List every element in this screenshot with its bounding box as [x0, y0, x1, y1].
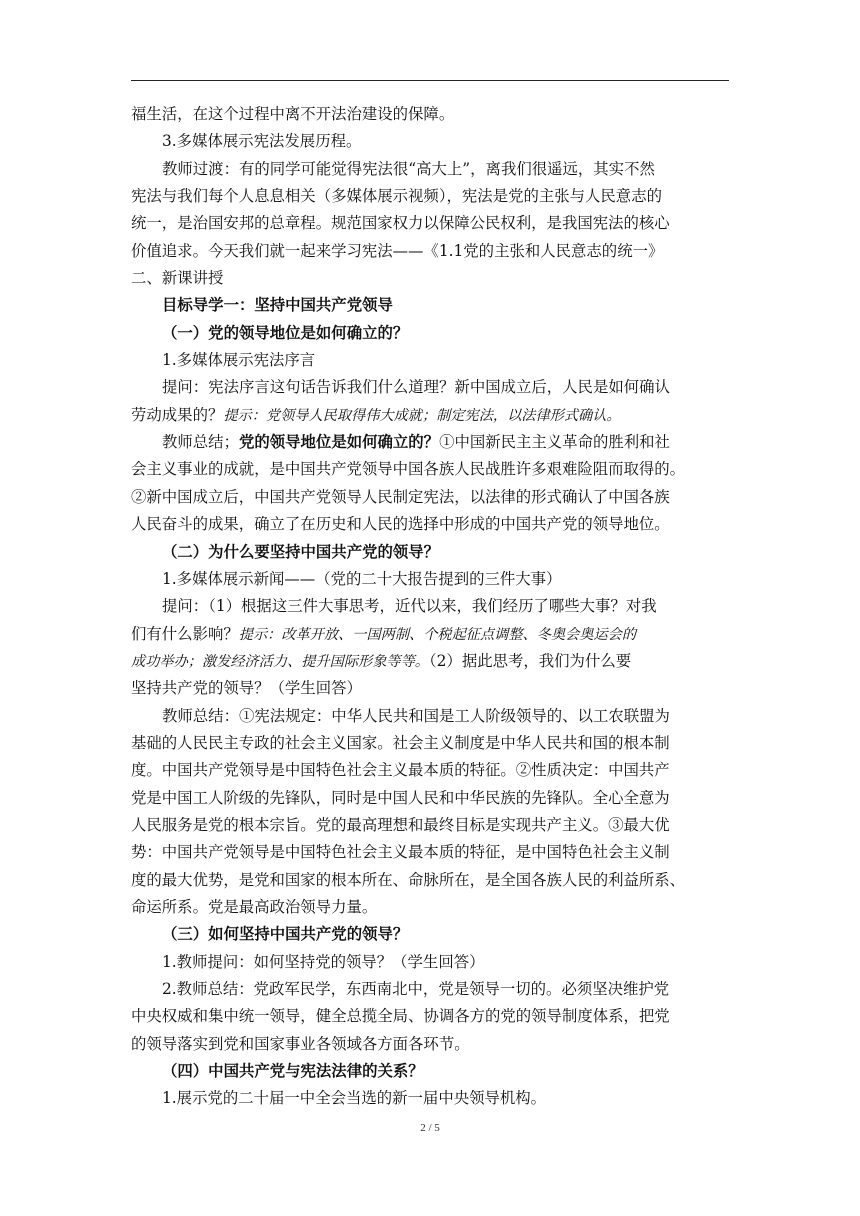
text-line — [131, 839, 731, 866]
body-text: 们有什么影响？ — [131, 624, 239, 643]
body-text: ①中国新民主主义革命的胜利和社 — [439, 433, 670, 452]
text-line — [131, 894, 731, 921]
text-line — [131, 292, 731, 319]
text-line — [131, 730, 731, 757]
text-line — [131, 183, 731, 210]
text-line — [131, 265, 731, 292]
body-text: 会主义事业的成就，是中国共产党领导中国各族人民战胜许多艰难险阻而取得的。 — [131, 460, 686, 479]
heading-text: （二）为什么要坚持中国共产党的领导？ — [162, 542, 440, 561]
body-text: 教师总结：①宪法规定：中华人民共和国是工人阶级领导的、以工农联盟为 — [162, 706, 670, 725]
text-line — [131, 101, 731, 128]
page-number: 2 / 5 — [420, 1122, 440, 1134]
text-line — [131, 921, 731, 948]
body-text: 教师过渡：有的同学可能觉得宪法很“高大上”，离我们很遥远，其实不然 — [162, 159, 655, 178]
heading-text: （四）中国共产党与宪法法律的关系？ — [162, 1062, 424, 1081]
body-text: 教师总结； — [162, 433, 239, 452]
body-text: 二、新课讲授 — [131, 269, 224, 288]
text-line — [131, 1085, 731, 1112]
body-text: 提问：（1）根据这三件大事思考，近代以来，我们经历了哪些大事？对我 — [162, 597, 657, 616]
heading-text: 目标导学一：坚持中国共产党领导 — [162, 296, 393, 315]
body-text: 统一，是治国安邦的总章程。规范国家权力以保障公民权利，是我国宪法的核心 — [131, 214, 670, 233]
body-text: 人民服务是党的根本宗旨。党的最高理想和最终目标是实现共产主义。③最大优 — [131, 815, 670, 834]
text-line — [131, 210, 731, 237]
body-text: 的领导落实到党和国家事业各领域各方面各环节。 — [131, 1034, 470, 1053]
body-text: 人民奋斗的成果，确立了在历史和人民的选择中形成的中国共产党的领导地位。 — [131, 515, 670, 534]
text-line — [131, 1031, 731, 1058]
text-line — [131, 675, 731, 702]
text-line — [131, 785, 731, 812]
text-line — [131, 156, 731, 183]
text-line — [131, 703, 731, 730]
text-line — [131, 128, 731, 155]
hint-text: 提示：改革开放、一国两制、个税起征点调整、冬奥会奥运会的 — [238, 626, 637, 643]
text-line — [131, 648, 731, 675]
body-text: 势：中国共产党领导是中国特色社会主义最本质的特征，是中国特色社会主义制 — [131, 843, 670, 862]
body-text: 命运所系。党是最高政治领导力量。 — [131, 897, 378, 916]
hint-text: 成功举办；激发经济活力、提升国际形象等等。 — [131, 653, 429, 670]
text-line — [131, 320, 731, 347]
body-text: 2.教师总结：党政军民学，东西南北中，党是领导一切的。必须坚决维护党 — [162, 980, 670, 998]
body-text: 福生活，在这个过程中离不开法治建设的保障。 — [131, 105, 455, 123]
body-text: 坚持共产党的领导？（学生回答） — [131, 679, 362, 698]
text-line — [131, 867, 731, 894]
header-rule — [131, 80, 729, 81]
text-line — [131, 566, 731, 593]
body-text: （2）据此思考，我们为什么要 — [428, 651, 632, 670]
text-line — [131, 539, 731, 566]
body-text: 党是中国工人阶级的先锋队，同时是中国人民和中华民族的先锋队。全心全意为 — [131, 788, 670, 807]
hint-text: 提示：党领导人民取得伟大成就；制定宪法，以法律形式确认。 — [223, 407, 621, 424]
text-line — [131, 238, 731, 265]
body-text: 1.教师提问：如何坚持党的领导？（学生回答） — [162, 952, 485, 971]
body-text: 1.多媒体展示宪法序言 — [162, 351, 316, 370]
body-text: 3.多媒体展示宪法发展历程。 — [162, 132, 362, 151]
text-line — [131, 1003, 731, 1030]
heading-text: （三）如何坚持中国共产党的领导？ — [162, 925, 409, 944]
text-line — [131, 621, 731, 648]
text-line — [131, 593, 731, 620]
body-text: 劳动成果的？ — [131, 405, 224, 424]
body-text: 度。中国共产党领导是中国特色社会主义最本质的特征。②性质决定：中国共产 — [131, 761, 670, 780]
text-line — [131, 374, 731, 401]
body-text: 1.多媒体展示新闻——（党的二十大报告提到的三件大事） — [162, 569, 562, 588]
body-text: 1.展示党的二十届一中全会当选的新一届中央领导机构。 — [162, 1089, 547, 1108]
body-text: 基础的人民民主专政的社会主义国家。社会主义制度是中华人民共和国的根本制 — [131, 733, 670, 752]
text-line — [131, 757, 731, 784]
document-body — [131, 101, 731, 1113]
body-text: 宪法与我们每个人息息相关（多媒体展示视频），宪法是党的主张与人民意志的 — [131, 187, 662, 206]
body-text: 中央权威和集中统一领导，健全总揽全局、协调各方的党的领导制度体系，把党 — [131, 1007, 670, 1026]
heading-text: 党的领导地位是如何确立的？ — [238, 433, 440, 452]
text-line — [131, 429, 731, 456]
text-line — [131, 812, 731, 839]
text-line — [131, 949, 731, 976]
body-text: 度的最大优势，是党和国家的根本所在、命脉所在，是全国各族人民的利益所系、 — [131, 870, 686, 889]
text-line — [131, 402, 731, 429]
text-line — [131, 456, 731, 483]
body-text: ②新中国成立后，中国共产党领导人民制定宪法，以法律的形式确认了中国各族 — [131, 487, 670, 506]
text-line — [131, 976, 731, 1003]
body-text: 价值追求。今天我们就一起来学习宪法——《1.1党的主张和人民意志的统一》 — [131, 241, 664, 260]
text-line — [131, 511, 731, 538]
body-text: 提问：宪法序言这句话告诉我们什么道理？新中国成立后，人民是如何确认 — [162, 378, 670, 397]
text-line — [131, 347, 731, 374]
text-line — [131, 484, 731, 511]
heading-text: （一）党的领导地位是如何确立的？ — [162, 323, 409, 342]
text-line — [131, 1058, 731, 1085]
